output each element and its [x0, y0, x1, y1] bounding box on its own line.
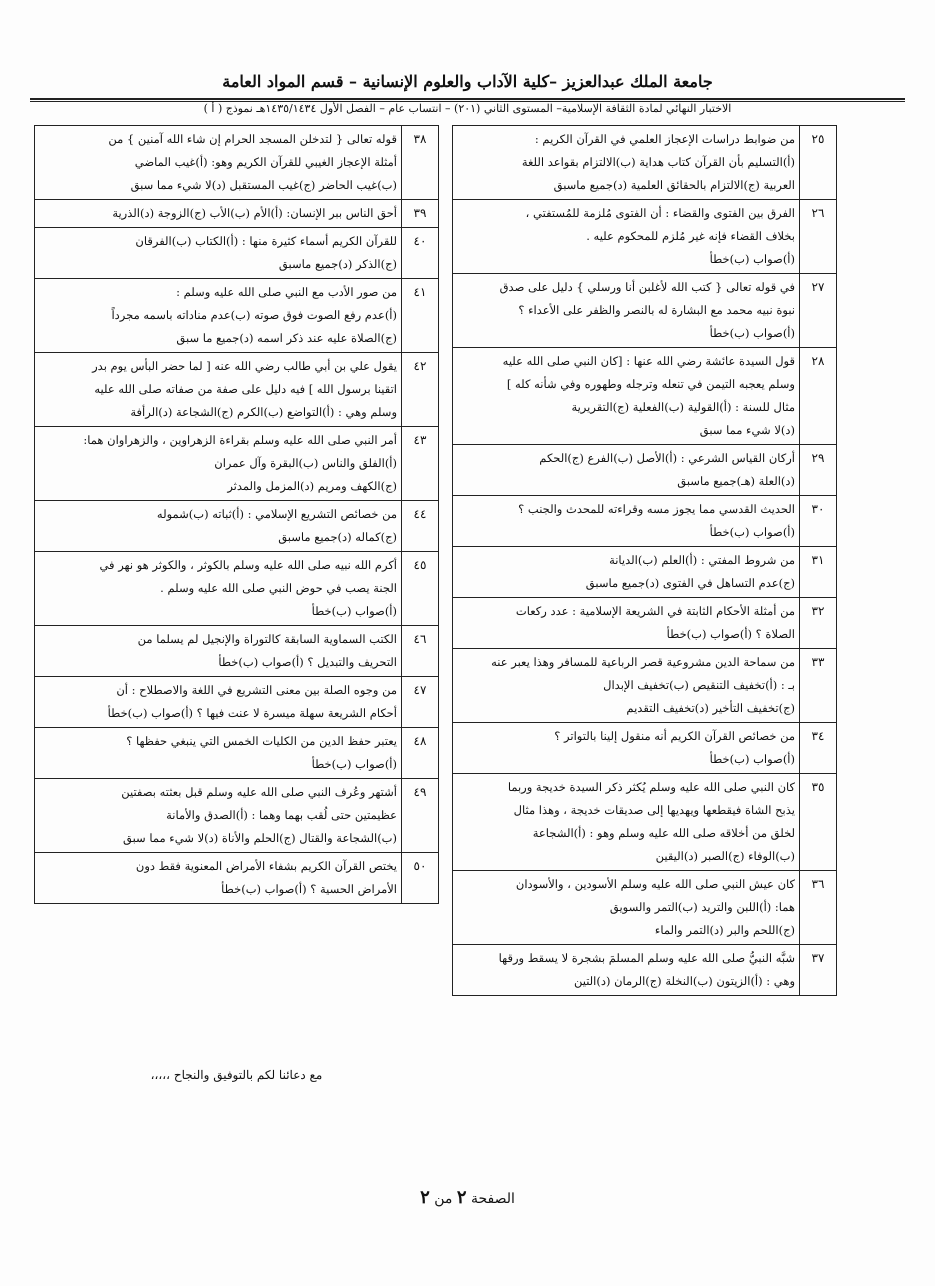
- question-number: ٢٨: [800, 348, 837, 445]
- question-line: (ب)الشجاعة والقتال (ج)الحلم والأناة (د)لا شيء مما سبق: [122, 831, 397, 845]
- question-number: ٤١: [402, 279, 439, 353]
- question-text: كان عيش النبي صلى الله عليه وسلم الأسودين ، والأسودان: [515, 877, 795, 891]
- question-line: نبوة نبيه محمد مع البشارة له بالنصر والظفر على الأعداء ؟: [518, 303, 795, 317]
- question-line: (أ)صواب (ب)خطأ: [311, 757, 397, 771]
- question-body: [35, 779, 402, 853]
- question-number: ٣٣: [800, 649, 837, 723]
- question-text: يختص القرآن الكريم بشفاء الأمراض المعنوية فقط دون: [135, 859, 397, 873]
- exam-subtitle: الاختبار النهائي لمادة الثقافة الإسلامية– المستوى الثاني (٢٠١) – انتساب عام – الفصل الأول ١٤٣٥/١٤٣٤هـ نموذج ( أ ): [203, 102, 732, 115]
- question-line: وهي : (أ)الزيتون (ب)النخلة (ج)الرمان (د)التين: [573, 974, 795, 988]
- question-row: [453, 445, 837, 496]
- question-body: [35, 626, 402, 677]
- question-text: يقول علي بن أبي طالب رضي الله عنه [ لما حضر البأس يوم بدر: [92, 359, 397, 373]
- question-text: من شروط المفتي : (أ)العلم (ب)الديانة: [609, 553, 795, 567]
- question-text: الحديث القدسي مما يجوز مسه وقراءته للمحدث والجنب ؟: [518, 502, 795, 516]
- question-line: (ج)الذكر (د)جميع ماسبق: [278, 257, 397, 271]
- question-body: [35, 228, 402, 279]
- question-number: ٣٧: [800, 945, 837, 996]
- question-row: [35, 353, 439, 427]
- closing-message: مع دعائنا لكم بالتوفيق والنجاح ،،،،،: [150, 1068, 323, 1082]
- question-number: ٣٦: [800, 871, 837, 945]
- question-row: [453, 774, 837, 871]
- question-text: من وجوه الصلة بين معنى التشريع في اللغة والاصطلاح : أن: [116, 683, 397, 697]
- question-number: ٤٩: [402, 779, 439, 853]
- question-row: [453, 649, 837, 723]
- header-rule: [30, 98, 905, 100]
- question-body: [453, 649, 800, 723]
- question-number: ٣٩: [402, 200, 439, 228]
- question-text: من خصائص القرآن الكريم أنه منقول إلينا بالتواتر ؟: [554, 729, 795, 743]
- question-line: (ب)الوفاء (ج)الصبر (د)اليقين: [655, 849, 795, 863]
- question-number: ٤٣: [402, 427, 439, 501]
- question-body: [453, 126, 800, 200]
- question-body: [453, 774, 800, 871]
- question-text: أركان القياس الشرعي : (أ)الأصل (ب)الفرع (ج)الحكم: [539, 451, 795, 465]
- question-row: [453, 871, 837, 945]
- question-text: في قوله تعالى { كتب الله لأغلبن أنا ورسلي } دليل على صدق: [499, 280, 795, 294]
- question-body: [35, 677, 402, 728]
- question-body: [453, 723, 800, 774]
- footer-label: الصفحة: [470, 1191, 515, 1207]
- question-body: [35, 353, 402, 427]
- question-row: [35, 853, 439, 904]
- question-body: [453, 871, 800, 945]
- question-body: [35, 501, 402, 552]
- question-line: (ج)عدم التساهل في الفتوى (د)جميع ماسبق: [585, 576, 795, 590]
- question-text: من سماحة الدين مشروعية قصر الرباعية للمسافر وهذا يعبر عنه: [491, 655, 795, 669]
- question-line: العربية (ج)الالتزام بالحقائق العلمية (د)جميع ماسبق: [553, 178, 795, 192]
- question-row: [453, 126, 837, 200]
- question-line: بخلاف القضاء فإنه غير مُلزم للمحكوم عليه .: [586, 229, 795, 243]
- question-text: أمر النبي صلى الله عليه وسلم بقراءة الزهراوين ، والزهراوان هما:: [83, 433, 397, 447]
- question-text: من صور الأدب مع النبي صلى الله عليه وسلم :: [176, 285, 397, 299]
- question-number: ٣٤: [800, 723, 837, 774]
- question-text: كان النبي صلى الله عليه وسلم يُكثر ذكر السيدة خديجة وربما: [507, 780, 795, 794]
- question-body: [453, 274, 800, 348]
- question-line: (أ)صواب (ب)خطأ: [709, 525, 795, 539]
- question-line: يذبح الشاة فيقطعها ويهديها إلى صديقات خديجة ، وهذا مثال: [513, 803, 795, 817]
- question-line: الصلاة ؟ (أ)صواب (ب)خطأ: [666, 627, 795, 641]
- question-line: لخلق من أخلاقه صلى الله عليه وسلم وهو : (أ)الشجاعة: [532, 826, 795, 840]
- question-row: [35, 779, 439, 853]
- question-number: ٢٦: [800, 200, 837, 274]
- question-line: (أ)صواب (ب)خطأ: [709, 326, 795, 340]
- question-number: ٥٠: [402, 853, 439, 904]
- footer-page-number: ٢: [456, 1187, 467, 1208]
- question-body: [35, 728, 402, 779]
- question-body: [35, 552, 402, 626]
- question-number: ٢٥: [800, 126, 837, 200]
- question-text: من ضوابط دراسات الإعجاز العلمي في القرآن الكريم :: [534, 132, 795, 146]
- question-row: [35, 126, 439, 200]
- question-row: [35, 279, 439, 353]
- question-number: ٣١: [800, 547, 837, 598]
- question-row: [35, 228, 439, 279]
- question-number: ٤٨: [402, 728, 439, 779]
- question-number: ٤٢: [402, 353, 439, 427]
- question-line: (ج)تخفيف التأخير (د)تخفيف التقديم: [626, 701, 795, 715]
- question-line: (ج)كماله (د)جميع ماسبق: [278, 530, 397, 544]
- question-row: [453, 547, 837, 598]
- question-text: الفرق بين الفتوى والقضاء : أن الفتوى مُلزمة للمُستفتي ،: [525, 206, 795, 220]
- question-number: ٣٢: [800, 598, 837, 649]
- question-number: ٤٦: [402, 626, 439, 677]
- question-number: ٤٤: [402, 501, 439, 552]
- questions-table-left: [34, 125, 439, 904]
- question-body: [35, 200, 402, 228]
- question-line: (أ)الفلق والناس (ب)البقرة وآل عمران: [214, 456, 397, 470]
- question-line: أحكام الشريعة سهلة ميسرة لا عنت فيها ؟ (أ)صواب (ب)خطأ: [107, 706, 397, 720]
- question-body: [453, 200, 800, 274]
- question-row: [35, 501, 439, 552]
- question-text: أحق الناس ببر الإنسان: (أ)الأم (ب)الأب (ج)الزوجة (د)الذرية: [112, 206, 397, 220]
- question-number: ٣٨: [402, 126, 439, 200]
- question-line: وسلم وهي : (أ)التواضع (ب)الكرم (ج)الشجاعة (د)الرأفة: [130, 405, 397, 419]
- question-line: (ج)الكهف ومريم (د)المزمل والمدثر: [227, 479, 397, 493]
- question-row: [453, 200, 837, 274]
- question-line: (د)العلة (هـ)جميع ماسبق: [677, 474, 795, 488]
- question-row: [453, 598, 837, 649]
- question-line: التحريف والتبديل ؟ (أ)صواب (ب)خطأ: [218, 655, 397, 669]
- question-number: ٤٥: [402, 552, 439, 626]
- question-row: [453, 274, 837, 348]
- question-line: (أ)عدم رفع الصوت فوق صوته (ب)عدم مناداته باسمه مجرداً: [111, 308, 397, 322]
- question-line: (أ)صواب (ب)خطأ: [709, 752, 795, 766]
- question-line: اتقينا برسول الله ] فيه دليل على صفة من صفاته صلى الله عليه: [94, 382, 397, 396]
- question-line: (د)لا شيء مما سبق: [699, 423, 795, 437]
- question-line: (أ)صواب (ب)خطأ: [709, 252, 795, 266]
- question-text: يعتبر حفظ الدين من الكليات الخمس التي ينبغي حفظها ؟: [126, 734, 397, 748]
- question-line: بـ : (أ)تخفيف التنقيص (ب)تخفيف الإبدال: [603, 678, 795, 692]
- question-text: للقرآن الكريم أسماء كثيرة منها : (أ)الكتاب (ب)الفرقان: [135, 234, 397, 248]
- question-row: [35, 728, 439, 779]
- question-number: ٣٠: [800, 496, 837, 547]
- question-row: [453, 723, 837, 774]
- question-row: [35, 427, 439, 501]
- question-text: قول السيدة عائشة رضي الله عنها : [كان النبي صلى الله عليه: [502, 354, 795, 368]
- question-body: [453, 547, 800, 598]
- question-line: وسلم يعجبه التيمن في تنعله وترجله وطهوره وفي شأنه كله ]: [506, 377, 795, 391]
- question-text: من خصائص التشريع الإسلامي : (أ)ثباته (ب)شموله: [156, 507, 397, 521]
- question-row: [453, 945, 837, 996]
- question-text: أكرم الله نبيه صلى الله عليه وسلم بالكوثر ، والكوثر هو نهر في: [99, 558, 397, 572]
- question-line: هما: (أ)اللبن والتريد (ب)التمر والسويق: [609, 900, 795, 914]
- question-number: ٣٥: [800, 774, 837, 871]
- question-body: [453, 945, 800, 996]
- question-body: [453, 598, 800, 649]
- question-line: أمثلة الإعجاز الغيبي للقرآن الكريم وهو: (أ)غيب الماضي: [134, 155, 397, 169]
- question-row: [35, 552, 439, 626]
- question-row: [35, 200, 439, 228]
- page-footer: [0, 1187, 935, 1208]
- questions-table-right: [452, 125, 837, 996]
- question-body: [453, 445, 800, 496]
- question-text: أشتهر وعُرف النبي صلى الله عليه وسلم قبل بعثته بصفتين: [121, 785, 397, 799]
- question-number: ٤٠: [402, 228, 439, 279]
- question-line: (أ)التسليم بأن القرآن كتاب هداية (ب)الالتزام بقواعد اللغة: [521, 155, 795, 169]
- question-line: (ب)غيب الحاضر (ج)غيب المستقبل (د)لا شيء مما سبق: [130, 178, 397, 192]
- question-line: (أ)صواب (ب)خطأ: [311, 604, 397, 618]
- question-row: [453, 348, 837, 445]
- question-number: ٤٧: [402, 677, 439, 728]
- question-body: [35, 279, 402, 353]
- question-line: عظيمتين حتى لُقب بهما وهما : (أ)الصدق والأمانة: [166, 808, 397, 822]
- question-text: قوله تعالى { لتدخلن المسجد الحرام إن شاء الله آمنين } من: [108, 132, 397, 146]
- question-line: (ج)اللحم والبر (د)التمر والماء: [654, 923, 795, 937]
- footer-page-total: ٢: [420, 1187, 430, 1208]
- question-text: من أمثلة الأحكام الثابتة في الشريعة الإسلامية : عدد ركعات: [515, 604, 795, 618]
- question-line: (ج)الصلاة عليه عند ذكر اسمه (د)جميع ما سبق: [176, 331, 397, 345]
- question-line: الجنة يصب في حوض النبي صلى الله عليه وسلم .: [160, 581, 397, 595]
- question-body: [35, 427, 402, 501]
- question-body: [35, 853, 402, 904]
- question-body: [453, 348, 800, 445]
- question-line: مثال للسنة : (أ)القولية (ب)الفعلية (ج)التقريرية: [571, 400, 795, 414]
- question-text: الكتب السماوية السابقة كالتوراة والإنجيل لم يسلما من: [137, 632, 397, 646]
- question-body: [35, 126, 402, 200]
- question-row: [35, 677, 439, 728]
- question-number: ٢٩: [800, 445, 837, 496]
- question-row: [453, 496, 837, 547]
- university-header: جامعة الملك عبدالعزيز –كلية الآداب والعلوم الإنسانية – قسم المواد العامة: [222, 72, 713, 91]
- footer-of: من: [434, 1191, 453, 1207]
- question-text: شبَّه النبيُّ صلى الله عليه وسلم المسلمَ بشجرة لا يسقط ورقها: [498, 951, 795, 965]
- question-line: الأمراض الحسية ؟ (أ)صواب (ب)خطأ: [221, 882, 397, 896]
- question-body: [453, 496, 800, 547]
- question-row: [35, 626, 439, 677]
- question-number: ٢٧: [800, 274, 837, 348]
